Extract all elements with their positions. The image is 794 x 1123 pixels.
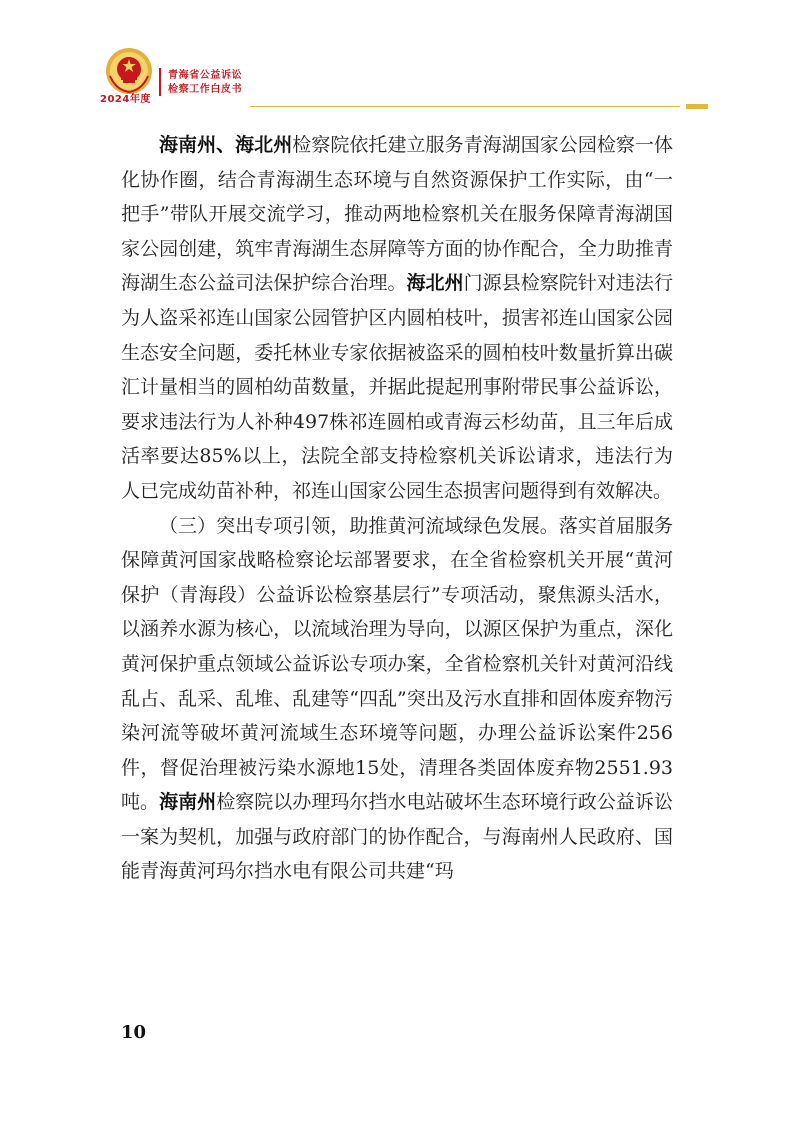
year-label: 2024年度 [100,94,151,105]
paragraph-1-text-2: 门源县检察院针对违法行为人盗采祁连山国家公园管护区内圆柏枝叶，损害祁连山国家公园生态安全问题，委托林业专家依据被盗采的圆柏枝叶数量折算出碳汇计量相当的圆柏幼苗数量，并据此提起刑事附带民事公益诉讼，要求违法行为人补种497株祁连圆柏或青海云杉幼苗，且三年后成活率要达85%以上，法院全部支持检察机关诉讼请求，违法行为人已完成幼苗补种，祁连山国家公园生态损害问题得到有效解决。 [121,272,673,502]
highlight-region-name: 海北州 [406,272,464,295]
section-heading: （三）突出专项引领，助推黄河流域绿色发展。 [159,514,559,537]
paragraph-1 [121,128,673,509]
highlight-region-name-2: 海南州 [159,791,217,814]
header-divider [159,68,161,96]
header-rule-accent [686,104,708,109]
header-title-line2: 检察工作白皮书 [168,84,243,95]
page-body [121,128,673,889]
paragraph-2-text-2: 检察院以办理玛尔挡水电站破坏生态环境行政公益诉讼一案为契机，加强与政府部门的协作配合，与海南州人民政府、国能青海黄河玛尔挡水电有限公司共建“玛 [121,791,673,883]
procuratorate-emblem-icon [104,46,154,96]
page-header [0,0,794,120]
paragraph-2-text-1: 落实首届服务保障黄河国家战略检察论坛部署要求，在全省检察机关开展“黄河保护（青海段）公益诉讼检察基层行”专项活动，聚焦源头活水，以涵养水源为核心，以流域治理为导向，以源区保护为重点，深化黄河保护重点领域公益诉讼专项办案，全省检察机关针对黄河沿线乱占、乱采、乱堆、乱建等“四乱”突出及污水直排和固体废弃物污染河流等破坏黄河流域生态环境等问题，办理公益诉讼案件256件，督促治理被污染水源地15处，清理各类固体废弃物2551.93吨。 [121,514,673,814]
page-number: 10 [121,1022,147,1043]
header-rule [250,106,680,107]
paragraph-2 [121,509,673,890]
paragraph-1-text-1: 检察院依托建立服务青海湖国家公园检察一体化协作圈，结合青海湖生态环境与自然资源保护工作实际，由“一把手”带队开展交流学习，推动两地检察机关在服务保障青海湖国家公园创建，筑牢青海湖生态屏障等方面的协作配合，全力助推青海湖生态公益司法保护综合治理。 [121,134,673,295]
highlight-region-names: 海南州、海北州 [159,134,293,156]
header-title-line1: 青海省公益诉讼 [168,70,243,81]
